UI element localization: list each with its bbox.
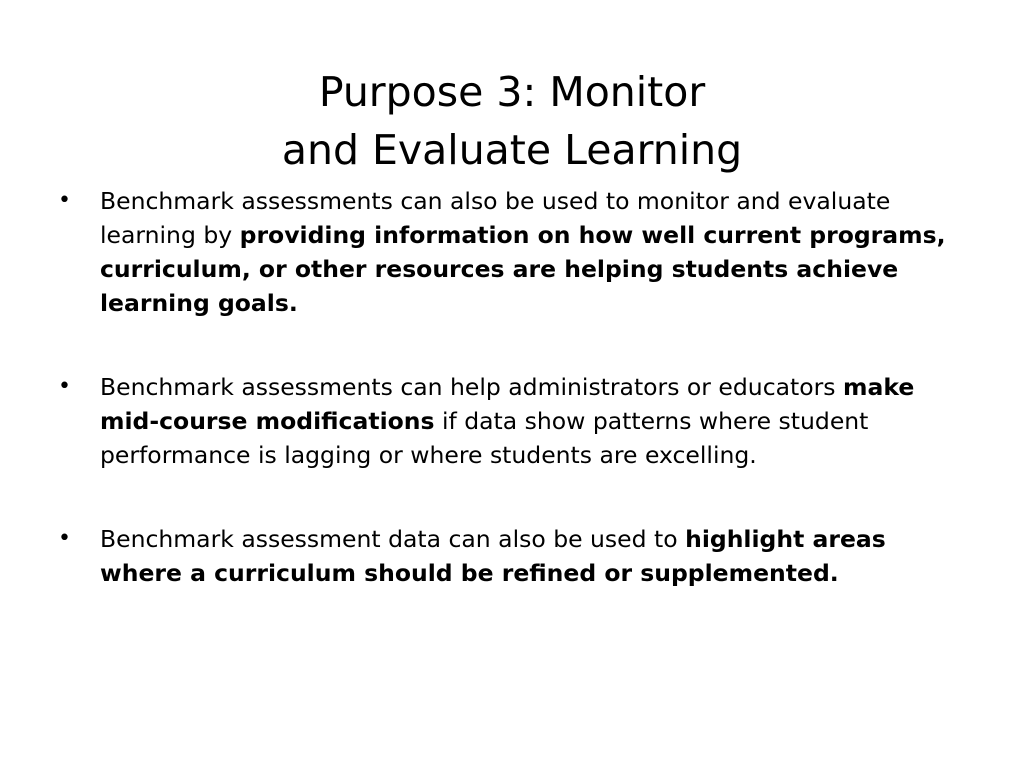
bullet-text-regular: Benchmark assessment data can also be used to [100, 525, 686, 553]
slide-title [0, 63, 1024, 179]
bullet-text-bold: highlight areas where a curriculum should be refined or supplemented. [100, 525, 886, 587]
bullet-item-2 [58, 370, 958, 472]
bullet-text-regular: Benchmark assessments can also be used to monitor and evaluate learning by [100, 187, 891, 249]
bullet-list [58, 184, 958, 640]
bullet-text-regular: Benchmark assessments can help administrators or educators [100, 373, 843, 401]
bullet-text-regular-after: if data show patterns where student performance is lagging or where students are excelling. [100, 407, 869, 469]
bullet-dot-icon: • [58, 374, 71, 399]
bullet-text-bold: providing information on how well current programs, curriculum, or other resources are helping students achieve learning goals. [100, 221, 946, 317]
bullet-item-1 [58, 184, 958, 320]
bullet-item-3 [58, 522, 958, 590]
bullet-dot-icon: • [58, 188, 71, 213]
slide-title-line-1: Purpose 3: Monitor [318, 68, 706, 117]
bullet-dot-icon: • [58, 526, 71, 551]
bullet-text-bold: make mid-course modifications [100, 373, 915, 435]
slide-title-line-2: and Evaluate Learning [281, 126, 743, 175]
